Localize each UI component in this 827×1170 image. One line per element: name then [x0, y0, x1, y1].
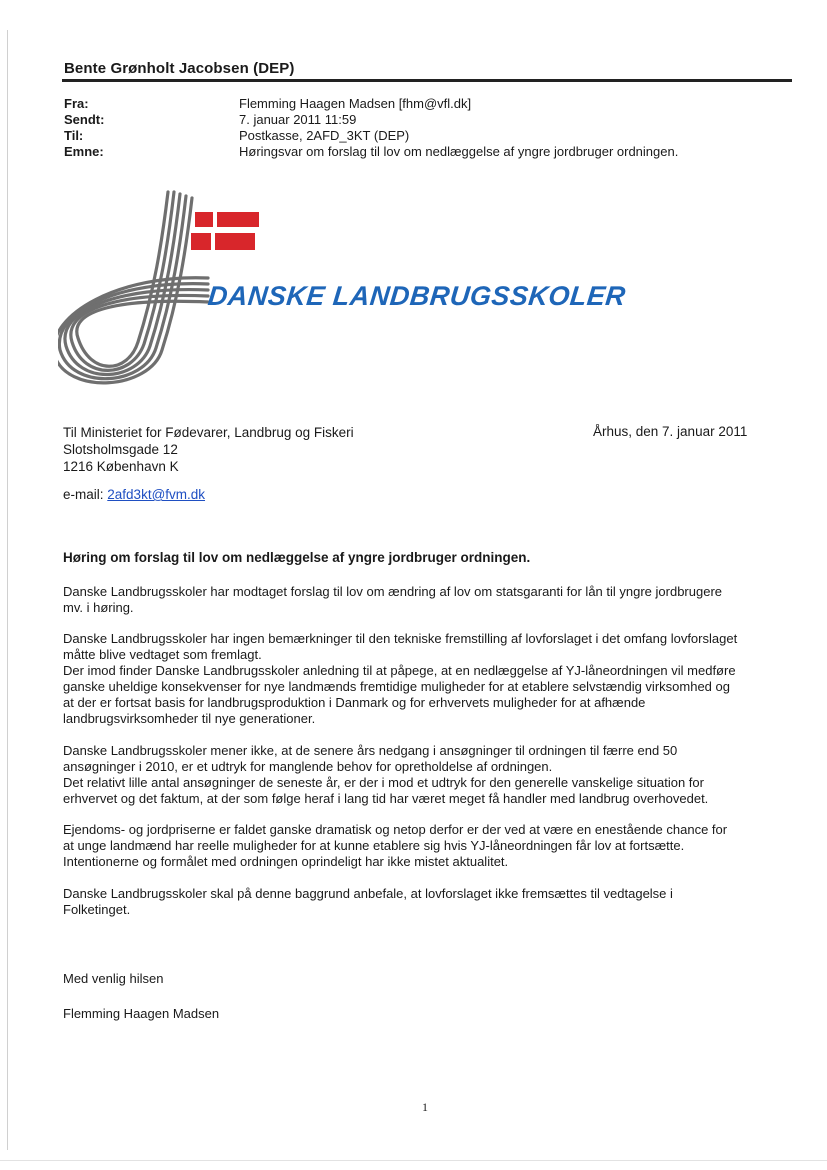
- paragraph-line: ansøgninger i 2010, er et udtryk for manglende behov for opretholdelse af ordningen.: [63, 759, 553, 774]
- paragraph-line: mv. i høring.: [63, 600, 134, 615]
- header-value-sent: 7. januar 2011 11:59: [239, 112, 357, 127]
- header-label: Til:: [64, 128, 84, 143]
- paragraph-line: landbrugsvirksomheder til nye generationer.: [63, 711, 316, 726]
- header-row-to: [64, 128, 784, 144]
- paragraph-line: Ejendoms- og jordpriserne er faldet ganske dramatisk og netop derfor er der ved at være en enestående chance for: [63, 822, 728, 837]
- email-link[interactable]: 2afd3kt@fvm.dk: [107, 487, 206, 502]
- paragraph-line: Danske Landbrugsskoler har ingen bemærkninger til den tekniske fremstilling af lovforslaget i det omfang lovforslaget: [63, 631, 738, 646]
- email-sender-name: Bente Grønholt Jacobsen (DEP): [64, 60, 295, 77]
- recipient-line: Slotsholmsgade 12: [63, 442, 178, 457]
- page-number: 1: [422, 1100, 428, 1114]
- recipient-line: Til Ministeriet for Fødevarer, Landbrug og Fiskeri: [63, 425, 354, 440]
- paragraph-3: [63, 743, 791, 807]
- scan-edge-line: [7, 30, 8, 1150]
- header-value-from: Flemming Haagen Madsen [fhm@vfl.dk]: [239, 96, 472, 111]
- paragraph-line: Det relativt lille antal ansøgninger de seneste år, er der i mod et udtryk for den generelle vanskelige situation for: [63, 775, 704, 790]
- paragraph-line: Danske Landbrugsskoler har modtaget forslag til lov om ændring af lov om statsgaranti for lån til yngre jordbrugere: [63, 584, 723, 599]
- letter-subject: Høring om forslag til lov om nedlæggelse af yngre jordbruger ordningen.: [63, 550, 531, 565]
- header-row-sent: [64, 112, 784, 128]
- paragraph-line: Intentionerne og formålet med ordningen oprindeligt har ikke mistet aktualitet.: [63, 854, 509, 869]
- paragraph-2: [63, 631, 791, 727]
- header-value-subject: Høringsvar om forslag til lov om nedlæggelse af yngre jordbruger ordningen.: [239, 144, 679, 159]
- header-row-from: [64, 96, 784, 112]
- header-label: Fra:: [64, 96, 89, 111]
- paragraph-line: at der er fortsat basis for landbrugsproduktion i Danmark og for erhvervets muligheder for at afhænde: [63, 695, 646, 710]
- letter-place-date: Århus, den 7. januar 2011: [593, 424, 748, 439]
- paragraph-line: erhvervet og det faktum, at der som følge heraf i lang tid har været meget få handler med landbrug overhovedet.: [63, 791, 709, 806]
- recipient-address: [63, 424, 354, 475]
- email-label: e-mail:: [63, 487, 104, 502]
- logo-wordmark: DANSKE LANDBRUGSSKOLER: [206, 281, 628, 311]
- paragraph-5: [63, 886, 791, 918]
- danish-flag-icon: [191, 212, 259, 250]
- closing-greeting: Med venlig hilsen: [63, 971, 164, 986]
- email-line: [63, 487, 205, 502]
- recipient-line: 1216 København K: [63, 459, 179, 474]
- paragraph-line: ganske uheldige konsekvenser for nye landmænds fremtidige muligheder for at etablere selvstændig virksomhed og: [63, 679, 730, 694]
- signature-name: Flemming Haagen Madsen: [63, 1006, 220, 1021]
- header-row-subject: [64, 144, 784, 160]
- header-label: Sendt:: [64, 112, 105, 127]
- paragraph-line: Folketinget.: [63, 902, 131, 917]
- email-headers: [64, 96, 784, 160]
- paragraph-line: at unge landmænd har reelle muligheder for at kunne etablere sig hvis YJ-låneordningen får lov at fortsætte.: [63, 838, 685, 853]
- header-divider: [62, 79, 792, 82]
- paragraph-1: [63, 584, 791, 616]
- paragraph-line: Danske Landbrugsskoler skal på denne baggrund anbefale, at lovforslaget ikke fremsættes til vedtagelse i: [63, 886, 673, 901]
- scan-bottom-line: [0, 1160, 827, 1161]
- logo-swirl-lines: [58, 192, 208, 383]
- paragraph-line: Der imod finder Danske Landbrugsskoler anledning til at påpege, at en nedlæggelse af YJ-låneordningen vil medføre: [63, 663, 736, 678]
- paragraph-line: Danske Landbrugsskoler mener ikke, at de senere års nedgang i ansøgninger til ordningen til færre end 50: [63, 743, 678, 758]
- header-label: Emne:: [64, 144, 104, 159]
- header-value-to: Postkasse, 2AFD_3KT (DEP): [239, 128, 410, 143]
- paragraph-4: [63, 822, 791, 870]
- paragraph-line: måtte blive vedtaget som fremlagt.: [63, 647, 262, 662]
